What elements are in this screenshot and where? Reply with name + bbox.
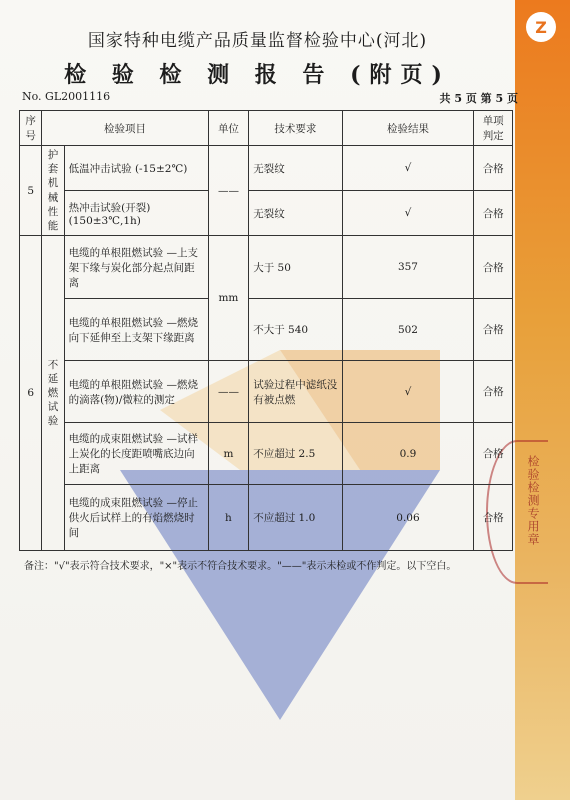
unit-cell: —— xyxy=(208,361,249,423)
header-requirement: 技术要求 xyxy=(249,111,342,146)
requirement-cell: 无裂纹 xyxy=(249,146,342,191)
table-row xyxy=(20,299,513,361)
table-row xyxy=(20,361,513,423)
unit-cell: —— xyxy=(208,146,249,236)
item-cell: 热冲击试验(开裂)(150±3℃,1h) xyxy=(64,191,208,236)
company-logo-icon: Z xyxy=(526,12,556,42)
organization-name: 国家特种电缆产品质量监督检验中心(河北) xyxy=(87,31,428,51)
header-seq: 序号 xyxy=(20,111,42,146)
table-row xyxy=(20,146,513,191)
result-cell: √ xyxy=(342,146,474,191)
item-cell: 低温冲击试验 (-15±2℃) xyxy=(64,146,208,191)
unit-cell: mm xyxy=(208,236,249,361)
table-row xyxy=(20,423,513,485)
result-cell: 0.06 xyxy=(342,485,474,551)
requirement-cell: 无裂纹 xyxy=(249,191,342,236)
item-cell: 电缆的成束阻燃试验 —停止供火后试样上的有焰燃烧时间 xyxy=(64,485,208,551)
header-unit: 单位 xyxy=(208,111,249,146)
verdict-cell: 合格 xyxy=(474,299,513,361)
requirement-cell: 不应超过 1.0 xyxy=(249,485,342,551)
requirement-cell: 大于 50 xyxy=(249,236,342,299)
verdict-cell: 合格 xyxy=(474,146,513,191)
item-cell: 电缆的单根阻燃试验 —燃烧向下延伸至上支架下缘距离 xyxy=(64,299,208,361)
result-cell: √ xyxy=(342,361,474,423)
item-cell: 电缆的单根阻燃试验 —燃烧的滴落(物)/微粒的测定 xyxy=(64,361,208,423)
result-cell: 357 xyxy=(342,236,474,299)
remarks-note: 备注："√"表示符合技术要求，"×"表示不符合技术要求。"——"表示未检或不作判定。以下空白。 xyxy=(24,561,457,572)
header-item: 检验项目 xyxy=(42,111,208,146)
result-cell: 0.9 xyxy=(342,423,474,485)
table-row xyxy=(20,236,513,299)
unit-cell: m xyxy=(208,423,249,485)
report-title: 检 验 检 测 报 告 (附页) xyxy=(64,62,451,88)
unit-cell: h xyxy=(208,485,249,551)
verdict-cell: 合格 xyxy=(474,191,513,236)
item-cell: 电缆的单根阻燃试验 —上支架下缘与炭化部分起点间距离 xyxy=(64,236,208,299)
page-count: 共 5 页 第 5 页 xyxy=(439,92,518,105)
header-result: 检验结果 xyxy=(342,111,474,146)
seal-text: 检验检测专用章 xyxy=(526,455,540,546)
result-cell: √ xyxy=(342,191,474,236)
verdict-cell: 合格 xyxy=(474,361,513,423)
table-row xyxy=(20,191,513,236)
seq-cell: 6 xyxy=(20,236,42,551)
header-verdict: 单项判定 xyxy=(474,111,513,146)
table-header-row xyxy=(20,111,513,146)
side-decorative-strip xyxy=(515,0,570,800)
requirement-cell: 不大于 540 xyxy=(249,299,342,361)
item-cell: 电缆的成束阻燃试验 —试样上炭化的长度距喷嘴底边向上距离 xyxy=(64,423,208,485)
verdict-cell: 合格 xyxy=(474,423,513,485)
verdict-cell: 合格 xyxy=(474,236,513,299)
result-cell: 502 xyxy=(342,299,474,361)
verdict-cell: 合格 xyxy=(474,485,513,551)
category-cell: 护套机械性能 xyxy=(42,146,64,236)
category-cell: 不延燃试验 xyxy=(42,236,64,551)
seq-cell: 5 xyxy=(20,146,42,236)
requirement-cell: 试验过程中滤纸没有被点燃 xyxy=(249,361,342,423)
inspection-results-table xyxy=(19,110,513,551)
table-row xyxy=(20,485,513,551)
requirement-cell: 不应超过 2.5 xyxy=(249,423,342,485)
report-number: No. GL2001116 xyxy=(22,90,111,103)
